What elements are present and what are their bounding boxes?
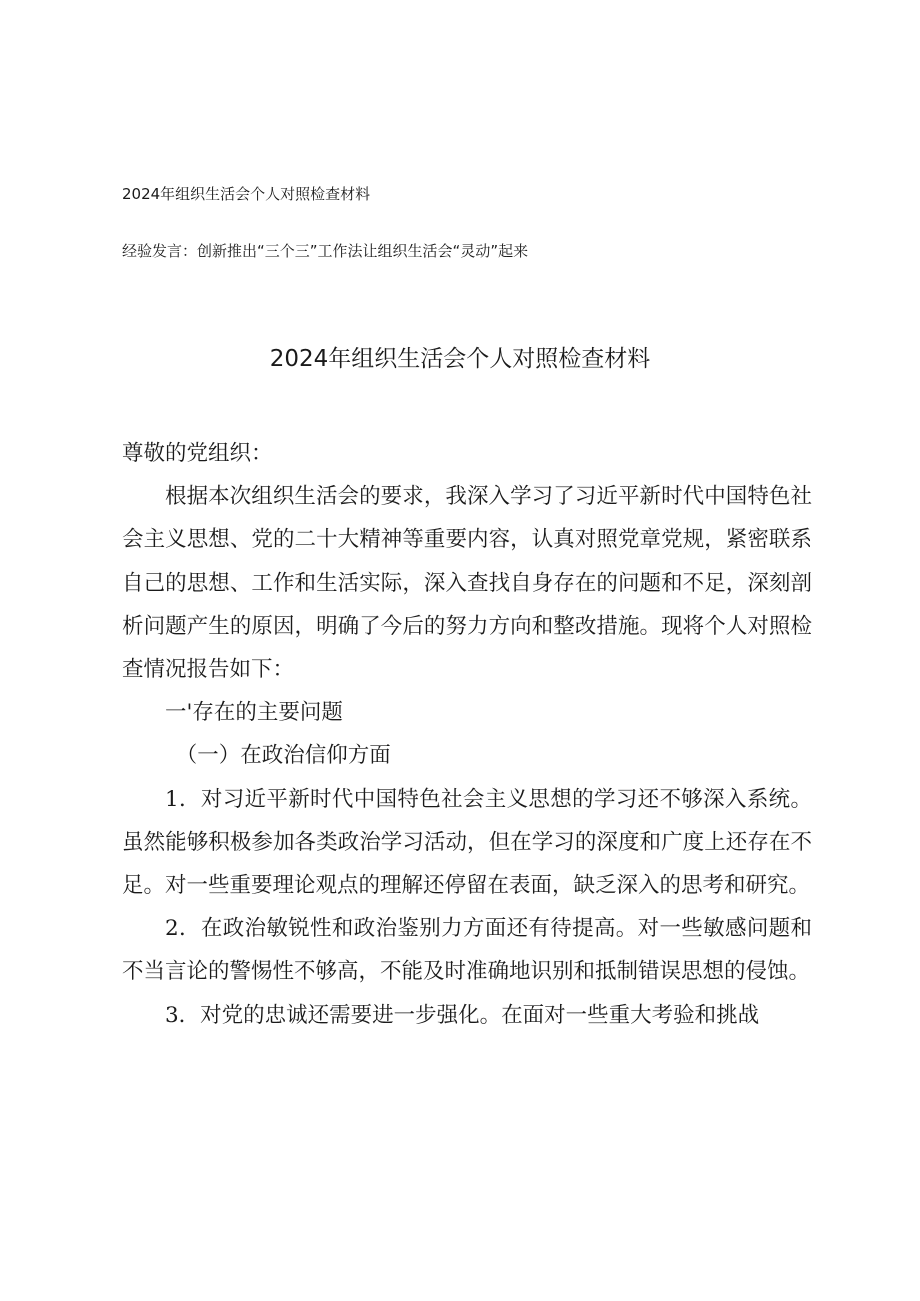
document-body xyxy=(122,432,812,1037)
section-heading: 一'存在的主要问题 xyxy=(165,700,343,726)
toc-line-1: 2024年组织生活会个人对照检查材料 xyxy=(122,185,371,203)
list-item-1: 1．对习近平新时代中国特色社会主义思想的学习还不够深入系统。虽然能够积极参加各类政治学习活动，但在学习的深度和广度上还存在不足。对一些重要理论观点的理解还停留在表面，缺乏深入的思考和研究。 xyxy=(122,786,812,899)
list-item-2: 2．在政治敏锐性和政治鉴别力方面还有待提高。对一些敏感问题和不当言论的警惕性不够高，不能及时准确地识别和抵制错误思想的侵蚀。 xyxy=(122,916,812,985)
list-item-3: 3．对党的忠诚还需要进一步强化。在面对一些重大考验和挑战 xyxy=(165,1002,760,1028)
subsection-heading: （一）在政治信仰方面 xyxy=(175,743,391,769)
toc-line-2: 经验发言：创新推出“三个三”工作法让组织生活会“灵动”起来 xyxy=(122,242,529,260)
document-title: 2024年组织生活会个人对照检查材料 xyxy=(269,346,651,372)
salutation: 尊敬的党组织： xyxy=(122,441,273,466)
intro-paragraph: 根据本次组织生活会的要求，我深入学习了习近平新时代中国特色社会主义思想、党的二十大精神等重要内容，认真对照党章党规，紧密联系自己的思想、工作和生活实际，深入查找自身存在的问题和不足，深刻剖析问题产生的原因，明确了今后的努力方向和整改措施。现将个人对照检查情况报告如下： xyxy=(122,484,812,683)
